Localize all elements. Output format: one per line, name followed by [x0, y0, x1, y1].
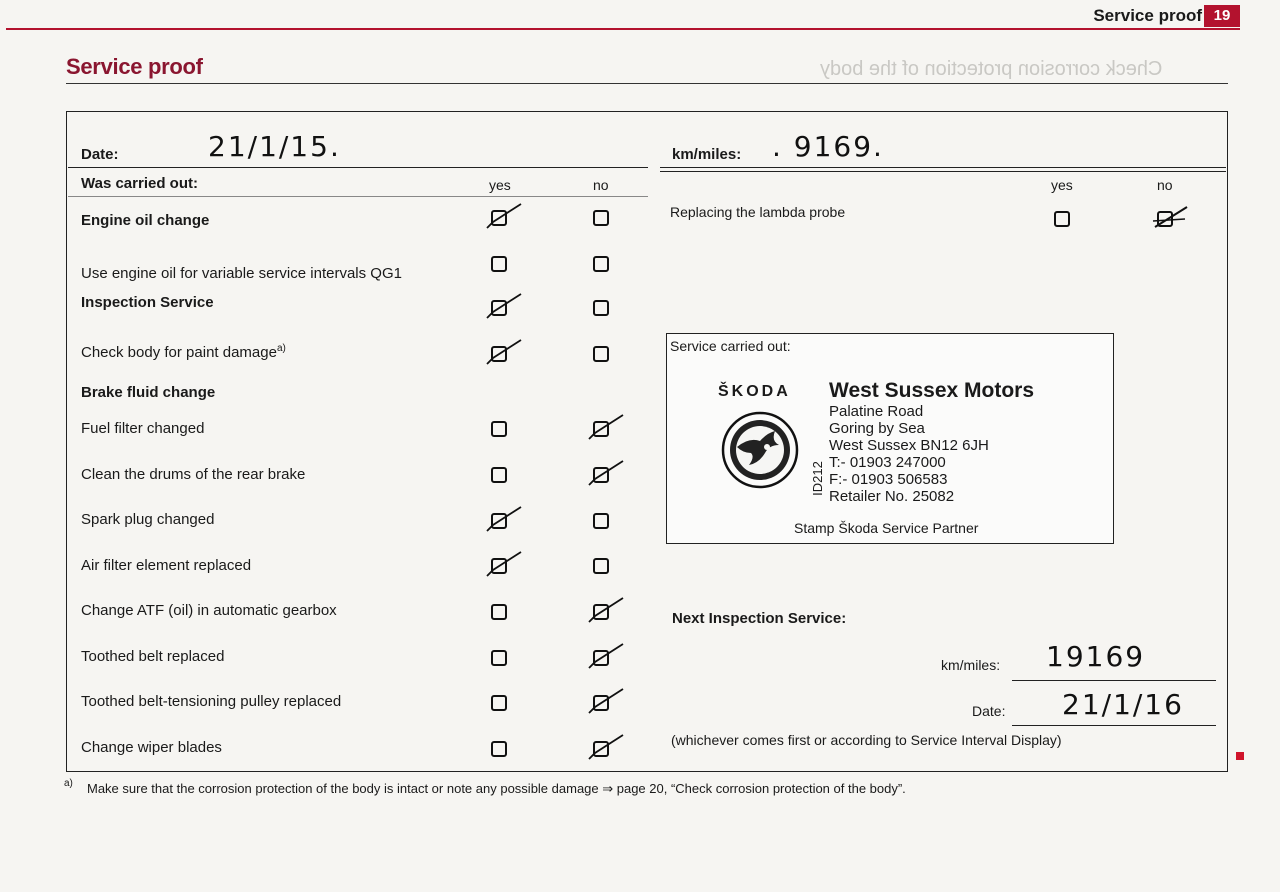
next-km-handwritten-value[interactable]: 19169 [1046, 640, 1146, 673]
next-date-label: Date: [972, 703, 1006, 719]
footnote-marker: a) [64, 778, 73, 789]
next-km-underline [1012, 680, 1216, 681]
running-header-title: Service proof [1093, 6, 1202, 25]
km-underline [660, 167, 1226, 168]
checklist-no-checkbox[interactable] [593, 346, 609, 362]
date-handwritten-value[interactable]: 21/1/15. [208, 130, 341, 163]
dealer-retailer-number: Retailer No. 25082 [829, 488, 955, 505]
footnote-text: Make sure that the corrosion protection of the body is intact or note any possible damage ⇒ page 20, “Check corrosion protection of the body”. [87, 781, 906, 796]
checklist-no-checkbox[interactable] [593, 300, 609, 316]
checklist-yes-checkbox[interactable] [491, 421, 507, 437]
end-marker [1236, 752, 1244, 760]
checklist-no-checkbox[interactable] [593, 558, 609, 574]
checklist-item-label: Change ATF (oil) in automatic gearbox [81, 602, 337, 619]
checklist-item-label: Fuel filter changed [81, 420, 205, 437]
lambda-probe-yes-checkbox[interactable] [1054, 211, 1070, 227]
no-column-header: no [593, 177, 609, 193]
stamp-side-code: ID212 [809, 461, 825, 496]
checklist-item-label: Check body for paint damage$^{a)}$ [81, 343, 286, 361]
dealer-name: West Sussex Motors [829, 379, 1035, 402]
lambda-probe-label: Replacing the lambda probe [670, 204, 846, 220]
date-label: Date: [81, 146, 119, 163]
handwritten-check-mark [483, 548, 523, 578]
right-no-column-header: no [1157, 177, 1173, 193]
dealer-fax: F:- 01903 506583 [829, 471, 948, 488]
dealer-phone: T:- 01903 247000 [829, 454, 946, 471]
checklist-yes-checkbox[interactable] [491, 741, 507, 757]
checklist-item-label: Engine oil change [81, 212, 210, 229]
next-inspection-note: (whichever comes first or according to Service Interval Display) [671, 732, 1062, 748]
skoda-logo-icon [721, 411, 799, 489]
handwritten-check-mark [585, 731, 625, 761]
date-underline [68, 167, 648, 168]
handwritten-check-mark [585, 411, 625, 441]
checklist-item-label: Spark plug changed [81, 511, 215, 528]
header-row-underline [68, 196, 648, 197]
km-label: km/miles: [672, 146, 742, 163]
section-title: Service proof [66, 54, 203, 79]
stamp-footer: Stamp Škoda Service Partner [794, 520, 979, 536]
lambda-probe-no-check-mark [1151, 205, 1191, 229]
page-number-badge: 19 [1204, 5, 1240, 27]
skoda-wordmark: ŠKODA [718, 383, 791, 400]
checklist-item-label: Clean the drums of the rear brake [81, 466, 306, 483]
checklist-no-checkbox[interactable] [593, 256, 609, 272]
yes-column-header: yes [489, 177, 511, 193]
bleed-through-title: Check corrosion protection of the body [820, 58, 1163, 80]
km-underline-2 [660, 171, 1226, 172]
handwritten-check-mark [585, 640, 625, 670]
carried-out-label: Was carried out: [81, 175, 198, 192]
dealer-address-line-1: Palatine Road [829, 403, 924, 420]
checklist-item-label: Toothed belt-tensioning pulley replaced [81, 693, 342, 710]
checklist-yes-checkbox[interactable] [491, 695, 507, 711]
checklist-yes-checkbox[interactable] [491, 467, 507, 483]
handwritten-check-mark [585, 685, 625, 715]
checklist-yes-checkbox[interactable] [491, 650, 507, 666]
checklist-no-checkbox[interactable] [593, 513, 609, 529]
dealer-address-line-3: West Sussex BN12 6JH [829, 437, 989, 454]
next-date-handwritten-value[interactable]: 21/1/16 [1062, 688, 1184, 721]
next-km-label: km/miles: [941, 657, 1001, 673]
next-date-underline [1012, 725, 1216, 726]
title-rule [66, 83, 1228, 84]
checklist-item-label: Inspection Service [81, 294, 214, 311]
footnote-reference: a) [276, 343, 286, 354]
right-yes-column-header: yes [1051, 177, 1073, 193]
stamp-caption: Service carried out: [670, 338, 791, 354]
next-inspection-title: Next Inspection Service: [672, 610, 847, 627]
checklist-no-checkbox[interactable] [593, 210, 609, 226]
header-rule [6, 28, 1240, 30]
handwritten-check-mark [483, 200, 523, 230]
km-handwritten-value[interactable]: . 9169. [772, 130, 884, 163]
checklist-item-label: Air filter element replaced [81, 557, 252, 574]
dealer-address-line-2: Goring by Sea [829, 420, 925, 437]
handwritten-check-mark [483, 503, 523, 533]
handwritten-check-mark [585, 594, 625, 624]
checklist-yes-checkbox[interactable] [491, 604, 507, 620]
checklist-item-label: Brake fluid change [81, 384, 216, 401]
checklist-yes-checkbox[interactable] [491, 256, 507, 272]
handwritten-check-mark [483, 336, 523, 366]
checklist-item-label: Use engine oil for variable service intervals QG1 [81, 265, 402, 282]
handwritten-check-mark [585, 457, 625, 487]
checklist-item-label: Change wiper blades [81, 739, 222, 756]
handwritten-check-mark [483, 290, 523, 320]
checklist-item-label: Toothed belt replaced [81, 648, 225, 665]
